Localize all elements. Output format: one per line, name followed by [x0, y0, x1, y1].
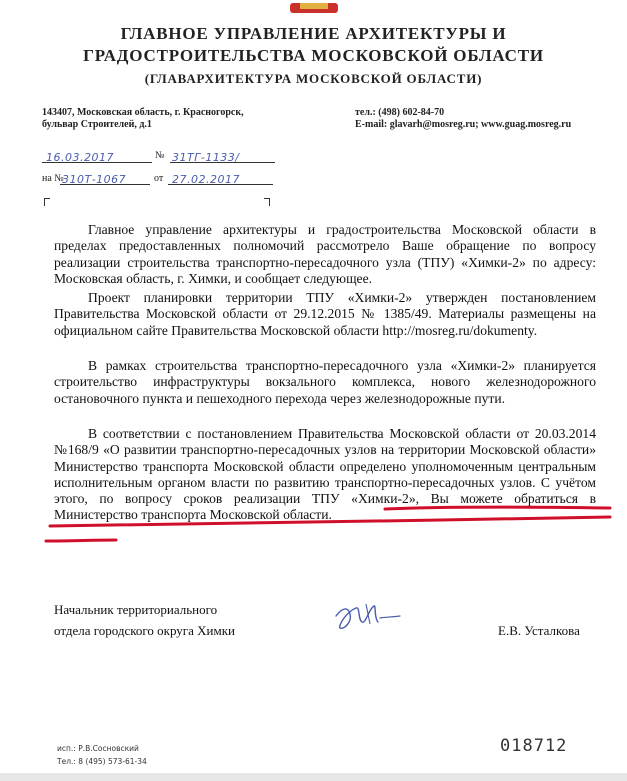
signer-position-line2: отдела городского округа Химки — [54, 623, 236, 638]
org-name-line2: ГРАДОСТРОИТЕЛЬСТВА МОСКОВСКОЙ ОБЛАСТИ — [83, 46, 544, 65]
scan-edge — [0, 773, 627, 781]
body-paragraph-4: В соответствии с постановлением Правительства Московской области от 20.03.2014 №168/9 «О развитии транспортно-пересадочных узлов на территории Московской области» Министерство транспорта Московской области определено уполномоченным центральным исполнительным органом власти по развитию транспортно-пересадочных узлов. С учётом этого, по вопросу сроков реализации ТПУ «Химки-2», Вы можете обратиться в Министерство транспорта Московской области. — [54, 426, 596, 523]
signer-position-line1: Начальник территориального — [54, 602, 218, 617]
signer-name: Е.В. Усталкова — [498, 623, 580, 638]
ref-number: 310Т-1067 — [62, 173, 127, 186]
handwritten-signature-icon — [330, 598, 410, 643]
body-paragraph-2: Проект планировки территории ТПУ «Химки-2» утвержден постановлением Правительства Московской области от 29.12.2015 № 1385/49. Материалы размещены на официальном сайте Правительства Московской области http://mosreg.ru/dokumenty. — [54, 290, 596, 338]
ref-date: 27.02.2017 — [172, 173, 240, 186]
contact-email: E-mail: glavarh@mosreg.ru; www.guag.mosreg.ru — [355, 119, 572, 130]
address-line2: бульвар Строителей, д.1 — [42, 119, 152, 130]
reg-number: 31ТГ-1133/ — [172, 151, 240, 164]
org-short-name: (ГЛАВАРХИТЕКТУРА МОСКОВСКОЙ ОБЛАСТИ) — [144, 71, 483, 86]
body-paragraph-1: Главное управление архитектуры и градостроительства Московской области в пределах предоставленных полномочий рассмотрело Ваше обращение по вопросу реализации строительства транспортно-пересадочного узла (ТПУ) «Химки-2» по адресу: Московская область, г. Химки, и сообщает следующее. — [54, 222, 596, 286]
org-name-line1: ГЛАВНОЕ УПРАВЛЕНИЕ АРХИТЕКТУРЫ И — [120, 24, 507, 43]
reg-date: 16.03.2017 — [46, 151, 114, 164]
contact-phone: тел.: (498) 602-84-70 — [355, 107, 445, 118]
ref-prefix: на № — [42, 173, 64, 184]
executor-phone: Тел.: 8 (495) 573-61-34 — [57, 757, 147, 766]
reg-number-label: № — [155, 150, 165, 161]
executor-name: исп.: Р.В.Сосновский — [57, 744, 139, 753]
document-number: 018712 — [500, 736, 568, 756]
address-line1: 143407, Московская область, г. Красногорск, — [42, 107, 244, 118]
ref-date-label: от — [154, 173, 164, 184]
body-paragraph-3: В рамках строительства транспортно-пересадочного узла «Химки-2» планируется строительство инфраструктуры вокзального комплекса, нового железнодорожного остановочного пункта и пешеходного перехода через железнодорожные пути. — [54, 358, 596, 406]
